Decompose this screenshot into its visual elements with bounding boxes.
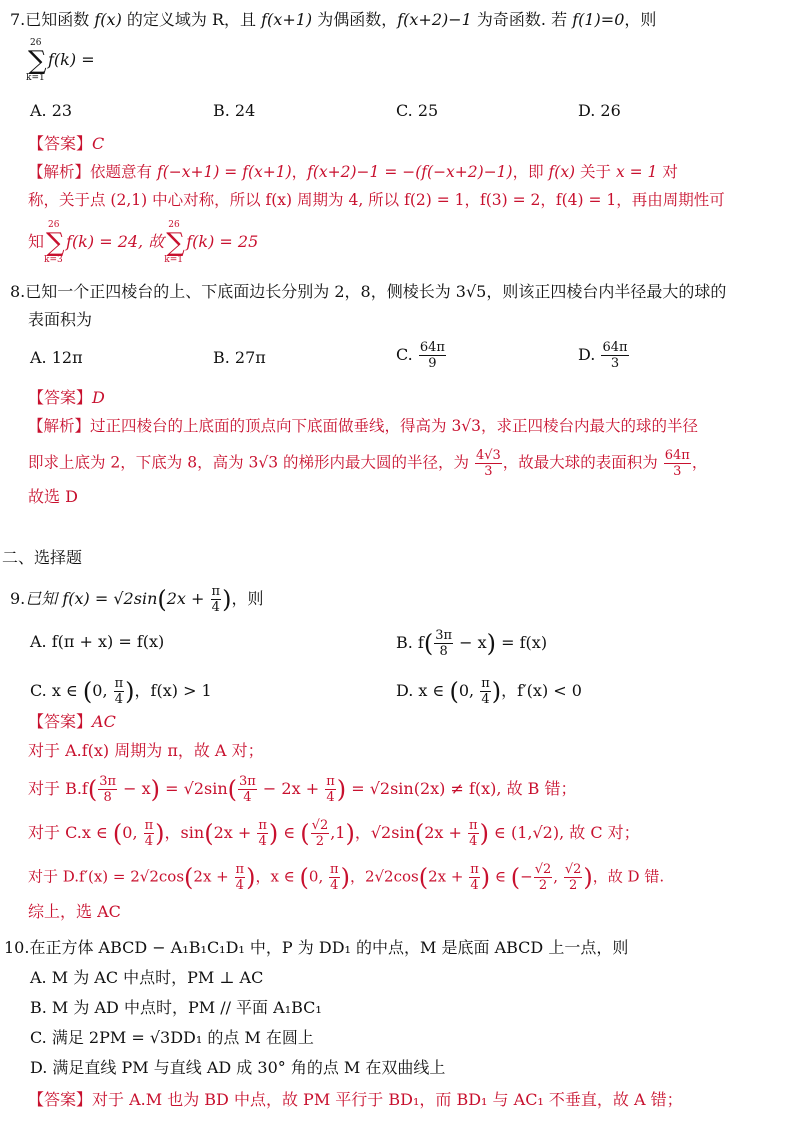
fraction: $\frac{√2}{2}$ xyxy=(311,818,329,849)
fraction: $\frac{\pi}{4}$ xyxy=(211,584,221,615)
fraction: $\frac{\pi}{4}$ xyxy=(326,774,335,805)
fraction: $\frac{64\pi}{3}$ xyxy=(664,448,690,479)
fraction: $\frac{\pi}{4}$ xyxy=(235,862,245,893)
q10-stem: 10.在正方体 ABCD − A₁B₁C₁D₁ 中，P 为 DD₁ 的中点，M 是底面 ABCD 上一点，则 xyxy=(4,938,629,957)
fraction: $\frac{\pi}{4}$ xyxy=(144,818,154,849)
fraction: $\frac{\pi}{4}$ xyxy=(470,862,479,893)
q7-analysis-line-2: 称，关于点 (2,1) 中心对称，所以 f(x) 周期为 4, 所以 f(2) = 1，f(3) = 2，f(4) = 1，再由周期性可 xyxy=(28,191,725,209)
q8-analysis-line-1: 【解析】过正四棱台的上底面的顶点向下底面做垂线，得高为 3√3，求正四棱台内最大的球的半径 xyxy=(28,417,699,435)
section-title: 二、选择题 xyxy=(2,548,83,567)
summation-symbol: 26 ∑ k=1 xyxy=(164,220,185,265)
q8-number: 8. xyxy=(10,282,26,301)
q8-stem-line-2: 表面积为 xyxy=(28,310,93,329)
q9-option-d: D. x ∈ (0, $\frac{\pi}{4}$ )，f′(x) < 0 xyxy=(396,676,582,707)
q7-option-a: A. 23 xyxy=(30,101,73,120)
answer-label: 【答案】 xyxy=(28,134,93,153)
q9-summary: 综上，选 AC xyxy=(28,902,121,921)
q8-answer xyxy=(28,388,105,408)
q9-analysis-b: 对于 B.f( $\frac{3\pi}{8}$ − x) = √2sin( $\frac{3\pi}{4}$ − 2x + $\frac{\pi}{4}$ ) = √2sin(2x) ≠ f(x), 故 B 错； xyxy=(28,774,577,805)
q10-option-c: C. 满足 2PM = √3DD₁ 的点 M 在圆上 xyxy=(30,1028,314,1047)
fraction: $\frac{4√3}{3}$ xyxy=(475,448,501,479)
fraction: $\frac{\pi}{4}$ xyxy=(481,676,490,707)
q9-stem: 9.已知 f(x) = √2sin(2x + $\frac{\pi}{4}$ )，则 xyxy=(10,584,264,615)
q9-number: 9. xyxy=(10,589,26,608)
answer-label: 【答案】 xyxy=(28,1090,93,1109)
q7-answer xyxy=(28,134,104,154)
q8-option-b: B. 27π xyxy=(213,348,266,367)
q9-option-a: A. f(π + x) = f(x) xyxy=(30,632,165,651)
q8-option-c: C. $\frac{64\pi}{9}$ xyxy=(396,340,445,371)
fraction: $\frac{3\pi}{8}$ xyxy=(99,774,117,805)
q7-number: 7. xyxy=(10,10,26,29)
q10-option-a: A. M 为 AC 中点时，PM ⊥ AC xyxy=(30,968,264,987)
fraction: $\frac{√2}{2}$ xyxy=(534,862,552,893)
q9-analysis-d: 对于 D.f′(x) = 2√2cos(2x + $\frac{\pi}{4}$ )，x ∈ (0, $\frac{\pi}{4}$ )，2√2cos(2x + $\frac{\pi}{4}$ ) ∈ (− $\frac{√2}{2}$ , $\frac{√2}{2}$ )，故 D 错. xyxy=(28,862,665,893)
q9-option-b: B. f( $\frac{3\pi}{8}$ − x) = f(x) xyxy=(396,628,548,659)
answer-value: D xyxy=(92,388,105,407)
q10-answer: 【答案】对于 A.M 也为 BD 中点，故 PM 平行于 BD₁，而 BD₁ 与 AC₁ 不垂直，故 A 错； xyxy=(28,1090,683,1109)
fraction: $\frac{\pi}{4}$ xyxy=(330,862,339,893)
fraction: $\frac{\pi}{4}$ xyxy=(469,818,478,849)
q7-option-c: C. 25 xyxy=(396,101,439,120)
summation-symbol: 26 ∑ k=3 xyxy=(44,220,65,265)
q10-number: 10. xyxy=(4,938,30,957)
answer-value: AC xyxy=(92,712,116,731)
q7-option-d: D. 26 xyxy=(578,101,621,120)
fraction: $\frac{√2}{2}$ xyxy=(564,862,582,893)
fraction: $\frac{3\pi}{8}$ xyxy=(435,628,453,659)
q8-stem-line-1: 8.已知一个正四棱台的上、下底面边长分别为 2，8，侧棱长为 3√5，则该正四棱台内半径最大的球的 xyxy=(10,282,727,301)
q7-analysis-line-3: 知 26 ∑ k=3 f(k) = 24, 故 26 ∑ k=1 f(k) = 25 xyxy=(28,220,259,265)
fraction: $\frac{64\pi}{9}$ xyxy=(419,340,445,371)
q7-option-b: B. 24 xyxy=(213,101,256,120)
q7-analysis-line-1: 【解析】依题意有 f(−x+1) = f(x+1)，f(x+2)−1 = −(f(−x+2)−1)，即 f(x) 关于 x = 1 对 xyxy=(28,163,678,181)
fraction: $\frac{\pi}{4}$ xyxy=(114,676,124,707)
answer-value: C xyxy=(92,134,105,153)
answer-label: 【答案】 xyxy=(28,712,93,731)
q7-sum: 26 ∑ k=1 f(k) = xyxy=(26,38,95,83)
fraction: $\frac{\pi}{4}$ xyxy=(258,818,267,849)
analysis-label: 【解析】 xyxy=(28,417,91,435)
q9-analysis-c: 对于 C.x ∈ (0, $\frac{\pi}{4}$ )，sin(2x + $\frac{\pi}{4}$ ) ∈ ( $\frac{√2}{2}$ ,1)，√2sin(2x + $\frac{\pi}{4}$ ) ∈ (1,√2), 故 C 对； xyxy=(28,818,640,849)
q9-analysis-a: 对于 A.f(x) 周期为 π，故 A 对； xyxy=(28,741,264,760)
fraction: $\frac{64\pi}{3}$ xyxy=(602,340,628,371)
q9-answer xyxy=(28,712,116,732)
q9-option-c: C. x ∈ (0, $\frac{\pi}{4}$ )，f(x) > 1 xyxy=(30,676,212,707)
analysis-label: 【解析】 xyxy=(28,163,91,181)
fraction: $\frac{3\pi}{4}$ xyxy=(239,774,256,805)
answer-label: 【答案】 xyxy=(28,388,93,407)
q8-analysis-line-3: 故选 D xyxy=(28,487,78,506)
q10-option-b: B. M 为 AD 中点时，PM // 平面 A₁BC₁ xyxy=(30,998,322,1017)
q10-option-d: D. 满足直线 PM 与直线 AD 成 30° 角的点 M 在双曲线上 xyxy=(30,1058,446,1077)
q7-stem: 7.已知函数 f(x) 的定义域为 R，且 f(x+1) 为偶函数，f(x+2)−1 为奇函数. 若 f(1)=0，则 xyxy=(10,10,657,29)
q8-analysis-line-2: 即求上底为 2，下底为 8，高为 3√3 的梯形内最大圆的半径，为 $\frac{4√3}{3}$ ，故最大球的表面积为 $\frac{64\pi}{3}$ ， xyxy=(28,448,708,479)
q8-option-a: A. 12π xyxy=(30,348,83,367)
summation-symbol: 26 ∑ k=1 xyxy=(26,38,47,83)
q8-option-d: D. $\frac{64\pi}{3}$ xyxy=(578,340,628,371)
